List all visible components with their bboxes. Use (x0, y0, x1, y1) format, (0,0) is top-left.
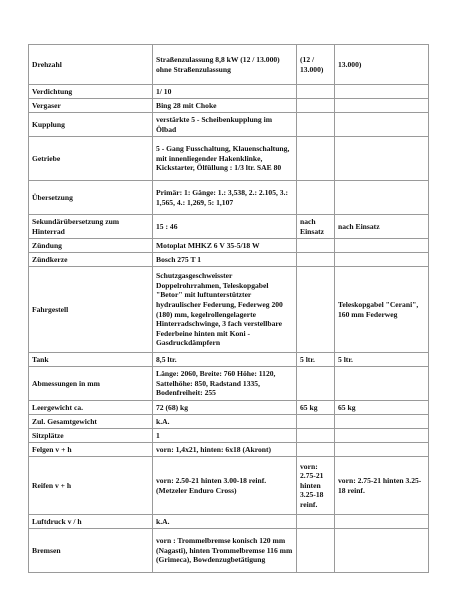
table-row (29, 443, 429, 457)
row-label: Felgen v + h (29, 443, 153, 457)
row-value: 65 kg (335, 401, 429, 415)
row-value: Primär: 1: Gänge: 1.: 3,538, 2.: 2.105, 3.: 1,565, 4.: 1,269, 5: 1,107 (153, 181, 297, 215)
row-value (335, 429, 429, 443)
row-label: Kupplung (29, 113, 153, 137)
row-label: Reifen v + h (29, 457, 153, 515)
spec-table (28, 44, 429, 573)
table-row (29, 85, 429, 99)
row-value (297, 429, 335, 443)
row-value: k.A. (153, 415, 297, 429)
row-value (335, 99, 429, 113)
row-value (335, 253, 429, 267)
row-label: Vergaser (29, 99, 153, 113)
row-value: 1/ 10 (153, 85, 297, 99)
table-row (29, 515, 429, 529)
row-label: Zündung (29, 239, 153, 253)
row-value: 1 (153, 429, 297, 443)
row-value (335, 137, 429, 181)
row-value: 5 ltr. (297, 353, 335, 367)
table-row (29, 367, 429, 401)
row-value (297, 239, 335, 253)
row-value: 8,5 ltr. (153, 353, 297, 367)
row-value (335, 367, 429, 401)
row-label: Luftdruck v / h (29, 515, 153, 529)
table-row (29, 415, 429, 429)
row-value: 15 : 46 (153, 215, 297, 239)
row-label: Zündkerze (29, 253, 153, 267)
table-row (29, 353, 429, 367)
row-value: Teleskopgabel "Cerani", 160 mm Federweg (335, 267, 429, 353)
table-row (29, 99, 429, 113)
row-value (335, 415, 429, 429)
row-value (297, 253, 335, 267)
row-value (335, 113, 429, 137)
row-value (335, 515, 429, 529)
row-value (297, 85, 335, 99)
row-label: Bremsen (29, 529, 153, 573)
row-value (297, 443, 335, 457)
row-value (335, 85, 429, 99)
row-label: Abmessungen in mm (29, 367, 153, 401)
row-value (335, 181, 429, 215)
row-value: vorn : Trommelbremse konisch 120 mm (Nagasti), hinten Trommelbremse 116 mm (Grimeca), Bowdenzugbetätigung (153, 529, 297, 573)
table-row (29, 401, 429, 415)
row-label: Fahrgestell (29, 267, 153, 353)
row-value: nach Einsatz (335, 215, 429, 239)
row-label: Leergewicht ca. (29, 401, 153, 415)
row-value: Motoplat MHKZ 6 V 35-5/18 W (153, 239, 297, 253)
row-label: Sitzplätze (29, 429, 153, 443)
row-value: nach Einsatz (297, 215, 335, 239)
table-row (29, 253, 429, 267)
row-value (297, 529, 335, 573)
row-value (297, 113, 335, 137)
table-row (29, 45, 429, 85)
row-label: Zul. Gesamtgewicht (29, 415, 153, 429)
table-row (29, 137, 429, 181)
row-value: 13.000) (335, 45, 429, 85)
row-value (335, 529, 429, 573)
table-row (29, 267, 429, 353)
row-label: Übersetzung (29, 181, 153, 215)
row-label: Getriebe (29, 137, 153, 181)
row-value: vorn: 2.75-21 hinten 3.25-18 reinf. (335, 457, 429, 515)
row-value (297, 137, 335, 181)
row-value: Straßenzulassung 8,8 kW (12 / 13.000) ohne Straßenzulassung (153, 45, 297, 85)
table-row (29, 429, 429, 443)
row-value: 5 - Gang Fusschaltung, Klauenschaltung, mit innenliegender Hakenklinke, Kickstarter, Ölfüllung : 1/3 ltr. SAE 80 (153, 137, 297, 181)
row-value: Bing 28 mit Choke (153, 99, 297, 113)
row-value (335, 239, 429, 253)
row-value: Schutzgasgeschweisster Doppelrohrrahmen, Teleskopgabel "Betor" mit luftunterstützter hydraulischer Federung, Federweg 200 (180) mm, kegelrollengelagerte Hinterradschwinge, 3 fach verstellbare Federbeine hinten mit Koni - Gasdruckdämpfern (153, 267, 297, 353)
table-row (29, 215, 429, 239)
row-label: Sekundärübersetzung zum Hinterrad (29, 215, 153, 239)
table-row (29, 239, 429, 253)
row-label: Verdichtung (29, 85, 153, 99)
table-row (29, 529, 429, 573)
table-row (29, 457, 429, 515)
row-value (297, 415, 335, 429)
row-value: k.A. (153, 515, 297, 529)
row-label: Tank (29, 353, 153, 367)
row-value: vorn: 2.50-21 hinten 3.00-18 reinf. (Metzeler Enduro Cross) (153, 457, 297, 515)
row-value: Länge: 2060, Breite: 760 Höhe: 1120, Sattelhöhe: 850, Radstand 1335, Bodenfreiheit: 255 (153, 367, 297, 401)
row-label: Drehzahl (29, 45, 153, 85)
table-row (29, 113, 429, 137)
row-value: 72 (68) kg (153, 401, 297, 415)
row-value: vorn: 1,4x21, hinten: 6x18 (Akront) (153, 443, 297, 457)
row-value: Bosch 275 T 1 (153, 253, 297, 267)
row-value: 65 kg (297, 401, 335, 415)
row-value (297, 367, 335, 401)
row-value (297, 99, 335, 113)
row-value: verstärkte 5 - Scheibenkupplung im Ölbad (153, 113, 297, 137)
row-value: vorn: 2.75-21 hinten 3.25-18 reinf. (297, 457, 335, 515)
row-value: (12 / 13.000) (297, 45, 335, 85)
row-value: 5 ltr. (335, 353, 429, 367)
row-value (335, 443, 429, 457)
row-value (297, 267, 335, 353)
table-row (29, 181, 429, 215)
row-value (297, 515, 335, 529)
row-value (297, 181, 335, 215)
